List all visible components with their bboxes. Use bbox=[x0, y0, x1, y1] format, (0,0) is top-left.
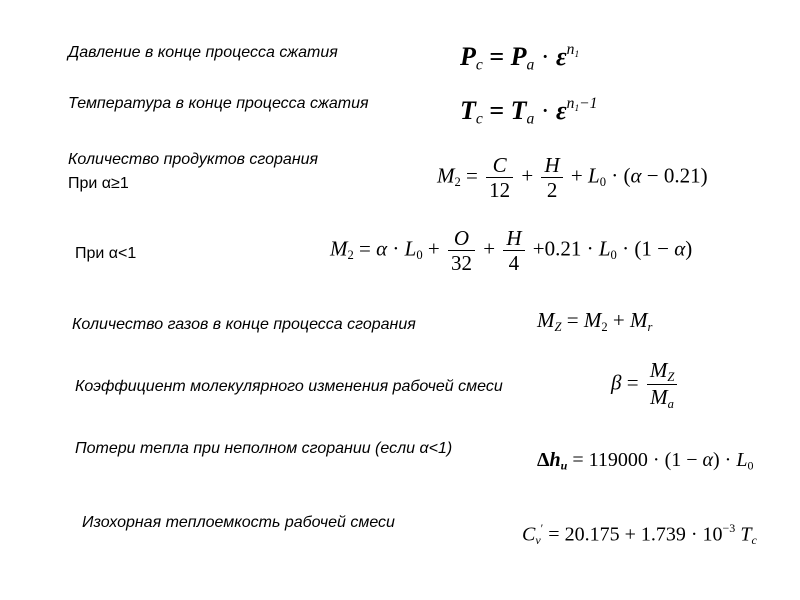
heat-loss-label: Потери тепла при неполном сгорании (если α<1) bbox=[75, 440, 453, 457]
gas-amount-label: Количество газов в конце процесса сгорания bbox=[72, 316, 416, 333]
isochoric-heat-label: Изохорная теплоемкость рабочей смеси bbox=[82, 514, 395, 531]
molecular-coeff-label: Коэффициент молекулярного изменения рабочей смеси bbox=[75, 378, 503, 395]
alpha-lt-one-label: При α<1 bbox=[75, 245, 137, 262]
heat-loss-formula: $\Delta h_u = 119000 \cdot (1 - \alpha) \cdot L_0$ bbox=[537, 449, 754, 473]
temperature-label: Температура в конце процесса сжатия bbox=[68, 95, 369, 112]
products-label: Количество продуктов сгорания bbox=[68, 151, 319, 168]
products-condition-label: При α≥1 bbox=[68, 175, 129, 192]
pressure-formula: $P_c = P_a \cdot \varepsilon^{n_1}$ bbox=[460, 41, 580, 74]
mz-formula: $M_Z = M_2 + M_r$ bbox=[537, 308, 653, 334]
pressure-label: Давление в конце процесса сжатия bbox=[68, 44, 338, 61]
temperature-formula: $T_c = T_a \cdot \varepsilon^{n_1-1}$ bbox=[460, 95, 598, 128]
isochoric-heat-formula: $C_v' = 20.175 + 1.739 \cdot 10^{-3}$ $T_c$ bbox=[522, 521, 757, 547]
beta-formula: β = $\frac{M_Z}{M_a}$ bbox=[611, 358, 680, 411]
m2-formula-alpha-ge-one: $M_2$ = $\frac{C}{12}$ + $\frac{H}{2}$ + $L_0 \cdot (\alpha - 0.21)$ bbox=[437, 153, 708, 203]
m2-formula-alpha-lt-one: $M_2 = \alpha \cdot L_0$ + $\frac{O}{32}$ + $\frac{H}{4}$ $+0.21 \cdot L_0 \cdot (1 - \alpha)$ bbox=[330, 226, 693, 276]
